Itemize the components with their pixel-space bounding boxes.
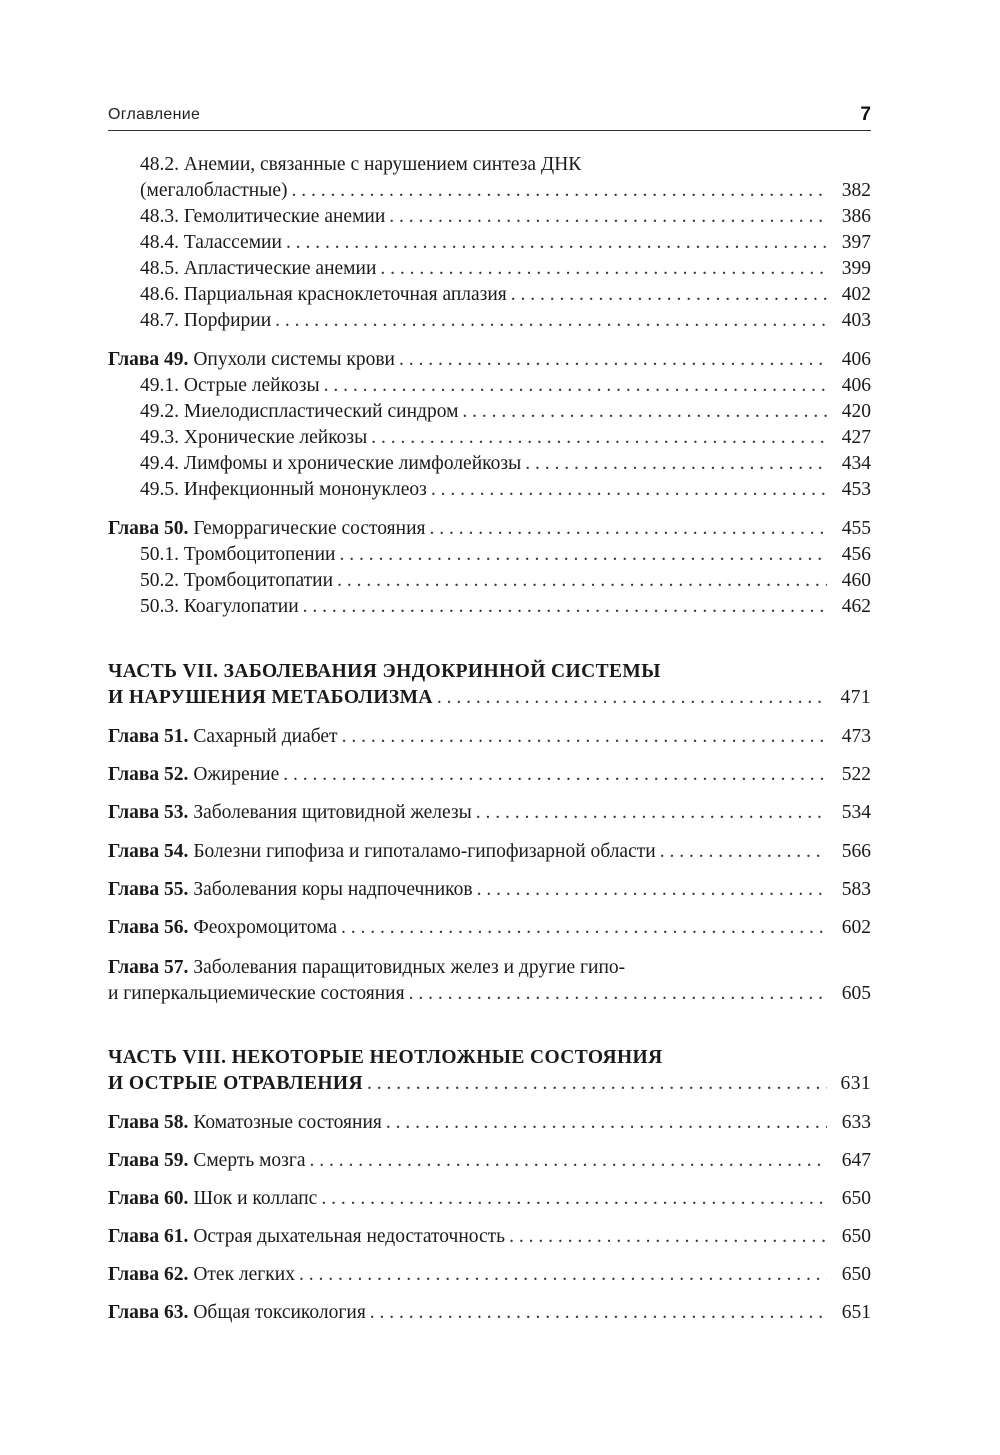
toc-page-number: 462 (841, 596, 871, 617)
dot-leader (477, 877, 827, 903)
dot-leader (291, 178, 827, 204)
chapter-label: Глава 62. (108, 1264, 189, 1285)
toc-chapter-entry[interactable] (108, 347, 871, 373)
toc-entry-text: 50.1. Тромбоцитопении (140, 544, 336, 565)
toc-entry[interactable] (108, 256, 871, 282)
toc-entry-text: (мегалобластные) (140, 180, 288, 201)
toc-entry-text: Шок и коллапс (193, 1188, 318, 1209)
dot-leader (283, 762, 827, 788)
toc-entry-text: Заболевания щитовидной железы (193, 802, 472, 823)
toc-entry[interactable] (108, 178, 871, 204)
chapter-label: Глава 55. (108, 879, 189, 900)
toc-entry[interactable] (108, 308, 871, 334)
toc-entry-text: 48.2. Анемии, связанные с нарушением синтеза ДНК (140, 154, 582, 175)
toc-entry-text: Болезни гипофиза и гипоталамо-гипофизарной области (193, 841, 656, 862)
toc-chapter-entry[interactable] (108, 1110, 871, 1136)
toc-page-number: 522 (841, 764, 871, 785)
toc-entry[interactable] (108, 282, 871, 308)
dot-leader (299, 1262, 827, 1288)
toc-chapter-entry[interactable] (108, 762, 871, 788)
toc-part-heading (108, 659, 871, 685)
toc-page-number: 420 (841, 401, 871, 422)
dot-leader (370, 1300, 827, 1326)
toc-page-number: 406 (841, 349, 871, 370)
toc-page-number: 402 (841, 284, 871, 305)
dot-leader (511, 282, 827, 308)
toc-page-number: 602 (841, 917, 871, 938)
dot-leader (476, 800, 827, 826)
dot-leader (324, 373, 827, 399)
toc-entry[interactable] (108, 568, 871, 594)
dot-leader (399, 347, 827, 373)
toc-page-number: 651 (841, 1302, 871, 1323)
toc-entry-text: Коматозные состояния (193, 1112, 382, 1133)
toc-chapter-entry[interactable] (108, 1300, 871, 1326)
chapter-label: Глава 53. (108, 802, 189, 823)
toc-entry-text: 49.5. Инфекционный мононуклеоз (140, 479, 427, 500)
toc-entry-text: Заболевания паращитовидных желез и другие гипо- (193, 957, 626, 978)
toc-entry-text: и гиперкальциемические состояния (108, 983, 405, 1004)
toc-page-number: 399 (841, 258, 871, 279)
part-title: ЧАСТЬ VIII. НЕКОТОРЫЕ НЕОТЛОЖНЫЕ СОСТОЯНИЯ (108, 1047, 663, 1068)
chapter-label: Глава 58. (108, 1112, 189, 1133)
toc-page-number: 647 (841, 1150, 871, 1171)
toc-entry-text: Острая дыхательная недостаточность (193, 1226, 506, 1247)
part-title: И ОСТРЫЕ ОТРАВЛЕНИЯ (108, 1073, 363, 1094)
toc-page-number: 453 (841, 479, 871, 500)
dot-leader (431, 477, 827, 503)
page-number: 7 (860, 104, 871, 125)
chapter-label: Глава 49. (108, 349, 189, 370)
dot-leader (342, 724, 827, 750)
toc-entry-text: 49.2. Миелодиспластический синдром (140, 401, 459, 422)
toc-chapter-entry[interactable] (108, 877, 871, 903)
toc-page-number: 633 (841, 1112, 871, 1133)
dot-leader (429, 516, 827, 542)
toc-entry[interactable] (108, 425, 871, 451)
toc-page-number: 471 (840, 687, 871, 708)
toc-page-number: 650 (841, 1226, 871, 1247)
toc-page-number: 406 (841, 375, 871, 396)
dot-leader (462, 399, 827, 425)
toc-page-number: 583 (841, 879, 871, 900)
chapter-label: Глава 50. (108, 518, 189, 539)
toc-entry[interactable] (108, 399, 871, 425)
toc-page-number: 650 (841, 1264, 871, 1285)
toc-page-number: 631 (840, 1073, 871, 1094)
dot-leader (386, 1110, 827, 1136)
chapter-label: Глава 51. (108, 726, 189, 747)
chapter-label: Глава 61. (108, 1226, 189, 1247)
toc-chapter-entry[interactable] (108, 516, 871, 542)
page-header (108, 102, 871, 128)
dot-leader (409, 981, 827, 1007)
dot-leader (286, 230, 827, 256)
toc-part-entry[interactable] (108, 685, 871, 711)
toc-page-number: 386 (841, 206, 871, 227)
toc-entry-text: Общая токсикология (193, 1302, 366, 1323)
dot-leader (321, 1186, 827, 1212)
dot-leader (525, 451, 827, 477)
toc-entry-text: Геморрагические состояния (193, 518, 426, 539)
toc-chapter-entry[interactable] (108, 839, 871, 865)
toc-entry-text: 48.4. Талассемии (140, 232, 282, 253)
toc-chapter-entry[interactable] (108, 1148, 871, 1174)
toc-chapter-line[interactable] (108, 955, 871, 981)
toc-chapter-entry[interactable] (108, 724, 871, 750)
dot-leader (389, 204, 827, 230)
dot-leader (337, 568, 827, 594)
toc-entry-text: 48.6. Парциальная красноклеточная аплазия (140, 284, 507, 305)
toc-entry-text: 49.4. Лимфомы и хронические лимфолейкозы (140, 453, 522, 474)
toc-page-number: 534 (841, 802, 871, 823)
dot-leader (371, 425, 827, 451)
part-title: ЧАСТЬ VII. ЗАБОЛЕВАНИЯ ЭНДОКРИННОЙ СИСТЕМЫ (108, 661, 661, 682)
toc-entry-text: Феохромоцитома (193, 917, 337, 938)
toc-entry-text: 49.3. Хронические лейкозы (140, 427, 368, 448)
dot-leader (303, 594, 827, 620)
toc-page-number: 397 (841, 232, 871, 253)
toc-entry[interactable] (108, 451, 871, 477)
toc-entry[interactable] (108, 594, 871, 620)
toc-chapter-entry[interactable] (108, 1224, 871, 1250)
toc-entry-text: Заболевания коры надпочечников (193, 879, 473, 900)
chapter-label: Глава 63. (108, 1302, 189, 1323)
toc-line (108, 152, 871, 178)
dot-leader (275, 308, 827, 334)
chapter-label: Глава 57. (108, 957, 189, 978)
toc-page-number: 434 (841, 453, 871, 474)
toc-page-number: 650 (841, 1188, 871, 1209)
toc-entry[interactable] (108, 204, 871, 230)
chapter-label: Глава 54. (108, 841, 189, 862)
part-title: И НАРУШЕНИЯ МЕТАБОЛИЗМА (108, 687, 433, 708)
dot-leader (437, 685, 827, 711)
toc-page-number: 455 (841, 518, 871, 539)
toc-page-number: 382 (841, 180, 871, 201)
toc-entry-text: 50.2. Тромбоцитопатии (140, 570, 334, 591)
toc-page-number: 456 (841, 544, 871, 565)
toc-page-number: 473 (841, 726, 871, 747)
dot-leader (367, 1071, 827, 1097)
toc-entry[interactable] (108, 230, 871, 256)
chapter-label: Глава 60. (108, 1188, 189, 1209)
toc-entry[interactable] (108, 373, 871, 399)
toc-entry-text: 49.1. Острые лейкозы (140, 375, 320, 396)
chapter-label: Глава 56. (108, 917, 189, 938)
toc-chapter-entry[interactable] (108, 915, 871, 941)
toc-entry[interactable] (108, 542, 871, 568)
toc-entry-text: Ожирение (193, 764, 280, 785)
toc-entry-text: 48.7. Порфирии (140, 310, 272, 331)
toc-page-number: 403 (841, 310, 871, 331)
header-rule (108, 130, 871, 131)
toc-entry-text: Смерть мозга (193, 1150, 306, 1171)
toc-page-number: 427 (841, 427, 871, 448)
toc-chapter-entry[interactable] (108, 1262, 871, 1288)
toc-entry-text: Опухоли системы крови (193, 349, 395, 370)
chapter-label: Глава 59. (108, 1150, 189, 1171)
toc-page-number: 460 (841, 570, 871, 591)
dot-leader (380, 256, 827, 282)
toc-part-entry[interactable] (108, 1071, 871, 1097)
toc-chapter-entry[interactable] (108, 1186, 871, 1212)
dot-leader (310, 1148, 827, 1174)
toc-entry-text: 48.5. Апластические анемии (140, 258, 377, 279)
chapter-label: Глава 52. (108, 764, 189, 785)
dot-leader (339, 542, 827, 568)
toc-entry-text: Сахарный диабет (193, 726, 338, 747)
toc-entry-text: 50.3. Коагулопатии (140, 596, 299, 617)
toc-page-number: 605 (841, 983, 871, 1004)
dot-leader (341, 915, 827, 941)
toc-entry-text: Отек легких (193, 1264, 295, 1285)
toc-entry[interactable] (108, 477, 871, 503)
toc-chapter-entry[interactable] (108, 800, 871, 826)
toc-entry-text: 48.3. Гемолитические анемии (140, 206, 386, 227)
toc-chapter-entry[interactable] (108, 981, 871, 1007)
toc-part-heading (108, 1045, 871, 1071)
dot-leader (660, 839, 827, 865)
running-title: Оглавление (108, 106, 201, 123)
dot-leader (509, 1224, 827, 1250)
toc-page-number: 566 (841, 841, 871, 862)
